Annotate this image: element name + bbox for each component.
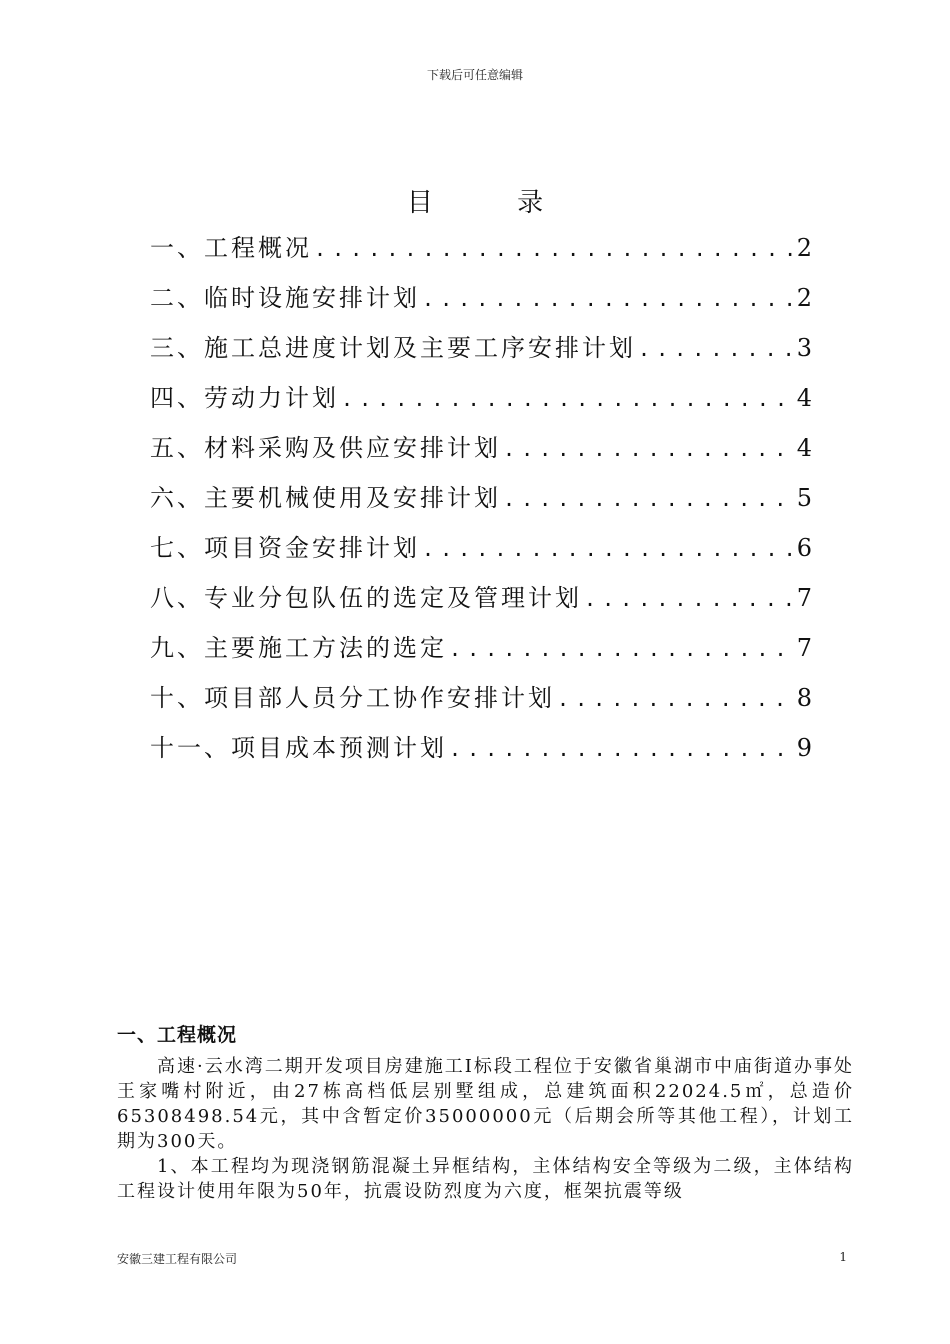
toc-leader-dots	[557, 687, 793, 711]
toc-entry-label: 九、主要施工方法的选定	[150, 634, 447, 662]
footer-page-number: 1	[839, 1250, 847, 1264]
toc-entry-label: 一、工程概况	[150, 234, 312, 262]
toc-entry-label: 十一、项目成本预测计划	[150, 734, 447, 762]
toc-leader-dots	[422, 537, 793, 561]
toc-entry-7[interactable]	[150, 528, 812, 578]
toc-entry-page: 5	[796, 484, 812, 512]
toc-entry-page: 8	[796, 684, 812, 712]
footer-company: 安徽三建工程有限公司	[117, 1252, 238, 1266]
toc-leader-dots	[314, 237, 793, 261]
toc-entry-1[interactable]	[150, 228, 812, 278]
section-body	[117, 1054, 854, 1204]
header-note: 下载后可任意编辑	[426, 68, 523, 82]
toc-entry-page: 7	[796, 584, 812, 612]
toc-entry-label: 四、劳动力计划	[150, 384, 339, 412]
toc-entry-page: 9	[796, 734, 812, 762]
toc-leader-dots	[449, 737, 793, 761]
toc-entry-page: 4	[796, 384, 812, 412]
table-of-contents	[150, 228, 812, 778]
toc-entry-label: 三、施工总进度计划及主要工序安排计划	[150, 334, 636, 362]
toc-entry-11[interactable]	[150, 728, 812, 778]
toc-entry-page: 4	[796, 434, 812, 462]
toc-leader-dots	[449, 637, 793, 661]
body-paragraph: 1、本工程均为现浇钢筋混凝土异框结构，主体结构安全等级为二级，主体结构工程设计使用年限为50年，抗震设防烈度为六度，框架抗震等级	[117, 1156, 854, 1202]
toc-entry-label: 五、材料采购及供应安排计划	[150, 434, 501, 462]
toc-leader-dots	[422, 287, 793, 311]
toc-entry-label: 八、专业分包队伍的选定及管理计划	[150, 584, 582, 612]
toc-entry-2[interactable]	[150, 278, 812, 328]
toc-leader-dots	[503, 487, 793, 511]
toc-entry-4[interactable]	[150, 378, 812, 428]
toc-entry-label: 六、主要机械使用及安排计划	[150, 484, 501, 512]
toc-entry-page: 3	[796, 334, 812, 362]
toc-leader-dots	[584, 587, 793, 611]
toc-entry-10[interactable]	[150, 678, 812, 728]
toc-entry-3[interactable]	[150, 328, 812, 378]
toc-entry-page: 7	[796, 634, 812, 662]
toc-entry-8[interactable]	[150, 578, 812, 628]
body-paragraph: 高速·云水湾二期开发项目房建施工Ⅰ标段工程位于安徽省巢湖市中庙街道办事处王家嘴村附近，由27栋高档低层别墅组成，总建筑面积22024.5㎡，总造价65308498.54元，其中含暂定价35000000元（后期会所等其他工程），计划工期为300天。	[117, 1056, 854, 1152]
toc-leader-dots	[638, 337, 793, 361]
toc-entry-6[interactable]	[150, 478, 812, 528]
toc-title: 目 录	[406, 188, 582, 218]
toc-entry-page: 6	[796, 534, 812, 562]
toc-entry-label: 二、临时设施安排计划	[150, 284, 420, 312]
toc-entry-page: 2	[796, 234, 812, 262]
toc-entry-9[interactable]	[150, 628, 812, 678]
toc-leader-dots	[503, 437, 793, 461]
toc-entry-page: 2	[796, 284, 812, 312]
toc-leader-dots	[341, 387, 793, 411]
section-heading: 一、工程概况	[117, 1024, 238, 1046]
toc-entry-label: 十、项目部人员分工协作安排计划	[150, 684, 555, 712]
toc-entry-label: 七、项目资金安排计划	[150, 534, 420, 562]
toc-entry-5[interactable]	[150, 428, 812, 478]
